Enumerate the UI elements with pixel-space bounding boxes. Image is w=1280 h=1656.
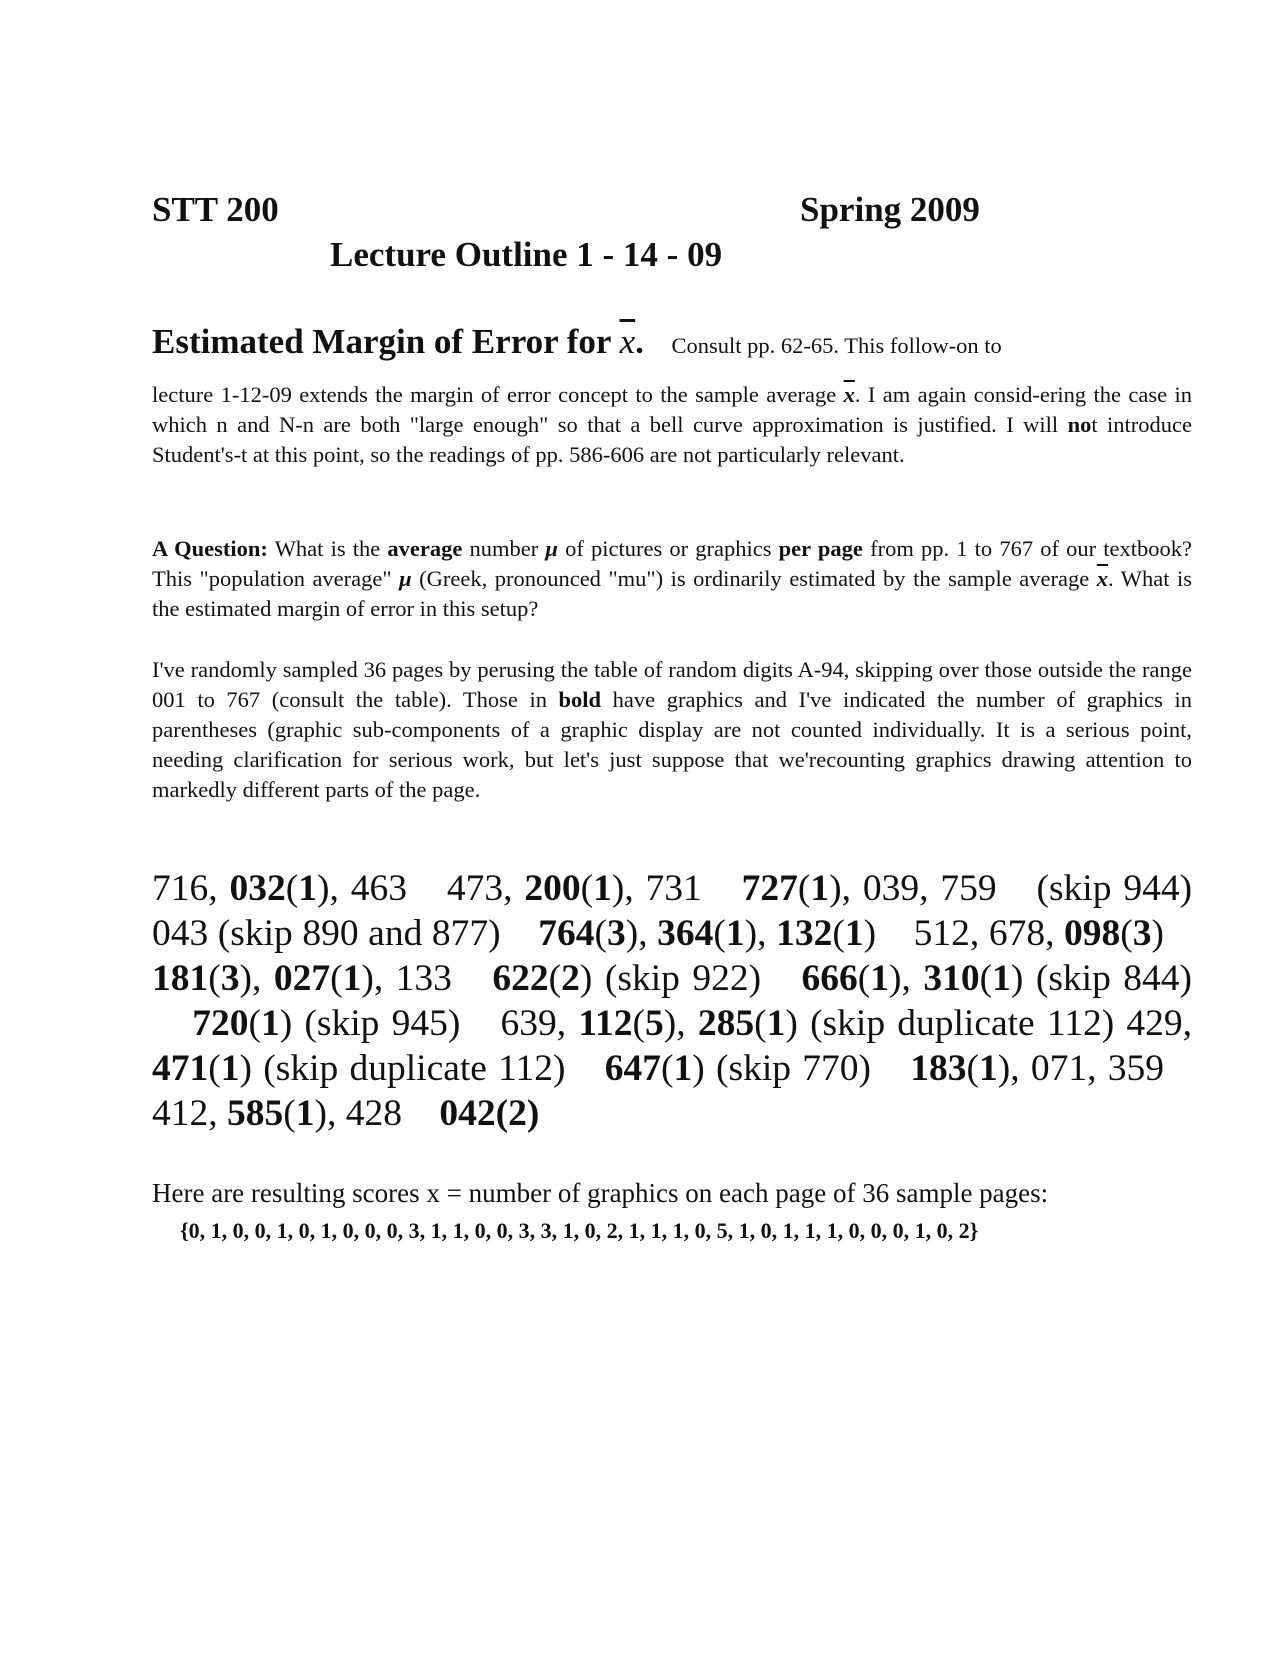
intro-lead: Consult pp. 62-65. This follow-on to xyxy=(671,333,1002,358)
text-fragment: ) xyxy=(997,1048,1011,1089)
section-heading-line xyxy=(152,322,1002,362)
text-fragment: 412, xyxy=(152,1093,227,1134)
text-fragment: (skip 844) xyxy=(1023,958,1193,999)
text-fragment: ( xyxy=(1120,913,1133,954)
text-fragment: , 039, 759 xyxy=(841,868,997,909)
text-fragment: 639, xyxy=(500,1003,579,1044)
sampling-text: have graphics and I've indicated the number of graphics in parentheses (graphic sub-components of a graphic display are not counted individually. It is a serious point, needing clarification for serious work, but let's just suppose that we'recounting graphics drawing attention to markedly different parts of the page. xyxy=(152,687,1192,802)
text-fragment: , xyxy=(252,958,274,999)
text-fragment: 716, xyxy=(152,868,230,909)
sampling-bold-word: bold xyxy=(558,687,602,712)
text-fragment: ) xyxy=(316,868,330,909)
sampling-text: I've randomly sampled 36 pages by perusing the table of random digits A-94, skipping over those outside the range 001 to 767 (consult the table). Those in xyxy=(152,657,1192,712)
text-fragment: 183 xyxy=(910,1048,967,1089)
question-text: . What is the estimated margin of error in this setup? xyxy=(152,566,1192,621)
text-fragment: 1 xyxy=(766,1003,786,1044)
text-fragment: ) xyxy=(314,1093,327,1134)
text-fragment: 471 xyxy=(152,1048,209,1089)
text-fragment: ) xyxy=(692,1048,705,1089)
text-fragment: ) xyxy=(611,868,625,909)
text-fragment: 285 xyxy=(697,1003,755,1044)
text-fragment: ) xyxy=(829,868,842,909)
question-label: A Question: xyxy=(152,536,268,561)
text-fragment: ) xyxy=(239,958,252,999)
text-fragment: 032 xyxy=(229,868,286,909)
xbar-symbol: $\overline{x}$ xyxy=(1096,566,1109,591)
text-fragment: (skip duplicate 112) 429, xyxy=(797,1003,1193,1044)
text-fragment: 1 xyxy=(260,1003,280,1044)
text-fragment: ) xyxy=(361,958,374,999)
page-group xyxy=(152,1093,402,1134)
page-group xyxy=(914,913,1164,954)
text-fragment: 027 xyxy=(273,958,331,999)
text-fragment: ( xyxy=(661,1048,674,1089)
text-fragment: ) xyxy=(1010,958,1024,999)
text-fragment: 512, 678, xyxy=(913,913,1065,954)
section-title-period: . xyxy=(635,322,644,361)
text-fragment: , xyxy=(676,1003,698,1044)
text-fragment: , 428 xyxy=(327,1093,402,1134)
text-fragment: 3 xyxy=(606,913,626,954)
text-fragment: 622 xyxy=(492,958,549,999)
sampling-paragraph xyxy=(152,655,1192,805)
text-fragment: 666 xyxy=(801,958,858,999)
text-fragment: ) xyxy=(279,1003,293,1044)
lecture-title: Lecture Outline 1 - 14 - 09 xyxy=(330,235,723,274)
page-group: 042(2) xyxy=(439,1093,540,1134)
page-group: (skip 944) 043 (skip 890 and 877) xyxy=(152,868,1193,954)
text-fragment: (skip 922) xyxy=(592,958,762,999)
page-group xyxy=(152,868,407,909)
text-fragment: ( xyxy=(832,913,845,954)
text-fragment: ) xyxy=(889,958,902,999)
text-fragment: , 071, 359 xyxy=(1010,1048,1165,1089)
text-fragment: 112 xyxy=(578,1003,633,1044)
text-fragment: ( xyxy=(797,868,811,909)
page-group xyxy=(802,958,1193,999)
text-fragment: ) xyxy=(663,1003,677,1044)
page-group xyxy=(192,1003,460,1044)
intro-text-2: . I am again consid-ering the case in which n and N-n are both "large enough" so that a bell curve approximation is justified. I will xyxy=(152,382,1192,437)
text-fragment: ( xyxy=(632,1003,646,1044)
text-fragment: 1 xyxy=(725,913,745,954)
text-fragment: 1 xyxy=(844,913,864,954)
text-fragment: 1 xyxy=(298,868,317,909)
text-fragment: ) xyxy=(579,958,593,999)
text-fragment: 473, xyxy=(446,868,525,909)
text-fragment: (skip 770) xyxy=(704,1048,872,1089)
text-fragment: ( xyxy=(248,1003,261,1044)
text-fragment: ) xyxy=(625,913,639,954)
text-fragment: ) xyxy=(744,913,758,954)
text-fragment: 1 xyxy=(220,1048,240,1089)
text-fragment: ( xyxy=(283,1093,296,1134)
question-text: number xyxy=(462,536,546,561)
question-bold-average: average xyxy=(387,536,463,561)
text-fragment: 1 xyxy=(295,1093,315,1134)
text-fragment: 647 xyxy=(604,1048,662,1089)
text-fragment: ) xyxy=(1151,913,1165,954)
text-fragment: (skip 945) xyxy=(292,1003,461,1044)
text-fragment: , xyxy=(638,913,658,954)
text-fragment: ( xyxy=(548,958,562,999)
question-text: What is the xyxy=(267,536,388,561)
intro-paragraph xyxy=(152,380,1192,470)
text-fragment: 310 xyxy=(923,958,980,999)
text-fragment: 1 xyxy=(979,1048,998,1089)
page-group xyxy=(910,1048,1164,1089)
text-fragment: ( xyxy=(285,868,299,909)
intro-text-3: t introduce Student's-t at this point, so the readings of pp. 586-606 are not particularly relevant. xyxy=(152,412,1192,467)
text-fragment: ( xyxy=(857,958,871,999)
text-fragment: 132 xyxy=(776,913,833,954)
question-text: from pp. 1 to 767 of our textbook? This "population average" xyxy=(152,536,1193,591)
text-fragment: 1 xyxy=(593,868,612,909)
text-fragment: ) xyxy=(239,1048,252,1089)
text-fragment: , 133 xyxy=(373,958,452,999)
question-text: of pictures or graphics xyxy=(557,536,779,561)
intro-not: no xyxy=(1067,412,1092,437)
text-fragment: ( xyxy=(208,1048,221,1089)
text-fragment: , xyxy=(901,958,924,999)
text-fragment: 1 xyxy=(992,958,1011,999)
sampled-pages-list xyxy=(152,866,1192,1136)
question-paragraph xyxy=(152,534,1192,624)
text-fragment: , 463 xyxy=(329,868,407,909)
text-fragment: 585 xyxy=(227,1093,284,1134)
text-fragment: ( xyxy=(208,958,221,999)
text-fragment: 5 xyxy=(645,1003,664,1044)
scores-list: {0, 1, 0, 0, 1, 0, 1, 0, 0, 0, 3, 1, 1, 0, 0, 3, 3, 1, 0, 2, 1, 1, 1, 0, 5, 1, 0, 1, 1, 1, 0, 0, 0, 1, 0, 2} xyxy=(180,1218,979,1243)
text-fragment: ) xyxy=(785,1003,798,1044)
term: Spring 2009 xyxy=(800,190,980,229)
text-fragment: ( xyxy=(713,913,726,954)
page-group xyxy=(605,1048,871,1089)
page-group xyxy=(447,868,702,909)
question-bold-per-page: per page xyxy=(778,536,863,561)
text-fragment: 1 xyxy=(810,868,830,909)
text-fragment: 181 xyxy=(152,958,209,999)
text-fragment: ( xyxy=(966,1048,980,1089)
page-group xyxy=(538,913,876,954)
text-fragment: (skip duplicate 112) xyxy=(252,1048,566,1089)
text-fragment: ( xyxy=(594,913,607,954)
mu-symbol: μ xyxy=(399,566,412,591)
text-fragment: ( xyxy=(979,958,993,999)
text-fragment: 3 xyxy=(1132,913,1152,954)
text-fragment: 1 xyxy=(342,958,362,999)
xbar-symbol: $\overline{x}$ xyxy=(843,382,855,407)
text-fragment: 727 xyxy=(741,868,798,909)
intro-text-1: lecture 1-12-09 extends the margin of error concept to the sample average xyxy=(152,382,844,407)
text-fragment: 200 xyxy=(524,868,581,909)
text-fragment: , 731 xyxy=(624,868,702,909)
page-group xyxy=(492,958,761,999)
text-fragment: ( xyxy=(330,958,343,999)
text-fragment: 1 xyxy=(870,958,890,999)
page-group xyxy=(152,958,452,999)
text-fragment: 3 xyxy=(220,958,240,999)
course-code: STT 200 xyxy=(152,190,279,229)
mu-symbol: μ xyxy=(545,536,558,561)
text-fragment: 098 xyxy=(1064,913,1121,954)
section-title: Estimated Margin of Error for xyxy=(152,322,620,361)
text-fragment: , xyxy=(757,913,777,954)
page-group xyxy=(742,868,997,909)
text-fragment: ) xyxy=(863,913,877,954)
text-fragment: 364 xyxy=(657,913,714,954)
text-fragment: 2 xyxy=(561,958,580,999)
text-fragment: ( xyxy=(580,868,594,909)
text-fragment: ( xyxy=(754,1003,767,1044)
text-fragment: 720 xyxy=(192,1003,249,1044)
text-fragment: 1 xyxy=(673,1048,693,1089)
xbar-symbol: $\overline{x}$ xyxy=(619,322,636,361)
text-fragment: 764 xyxy=(538,913,595,954)
question-text: (Greek, pronounced "mu") is ordinarily estimated by the sample average xyxy=(411,566,1097,591)
scores-intro: Here are resulting scores x = number of graphics on each page of 36 sample pages: xyxy=(152,1178,1049,1208)
